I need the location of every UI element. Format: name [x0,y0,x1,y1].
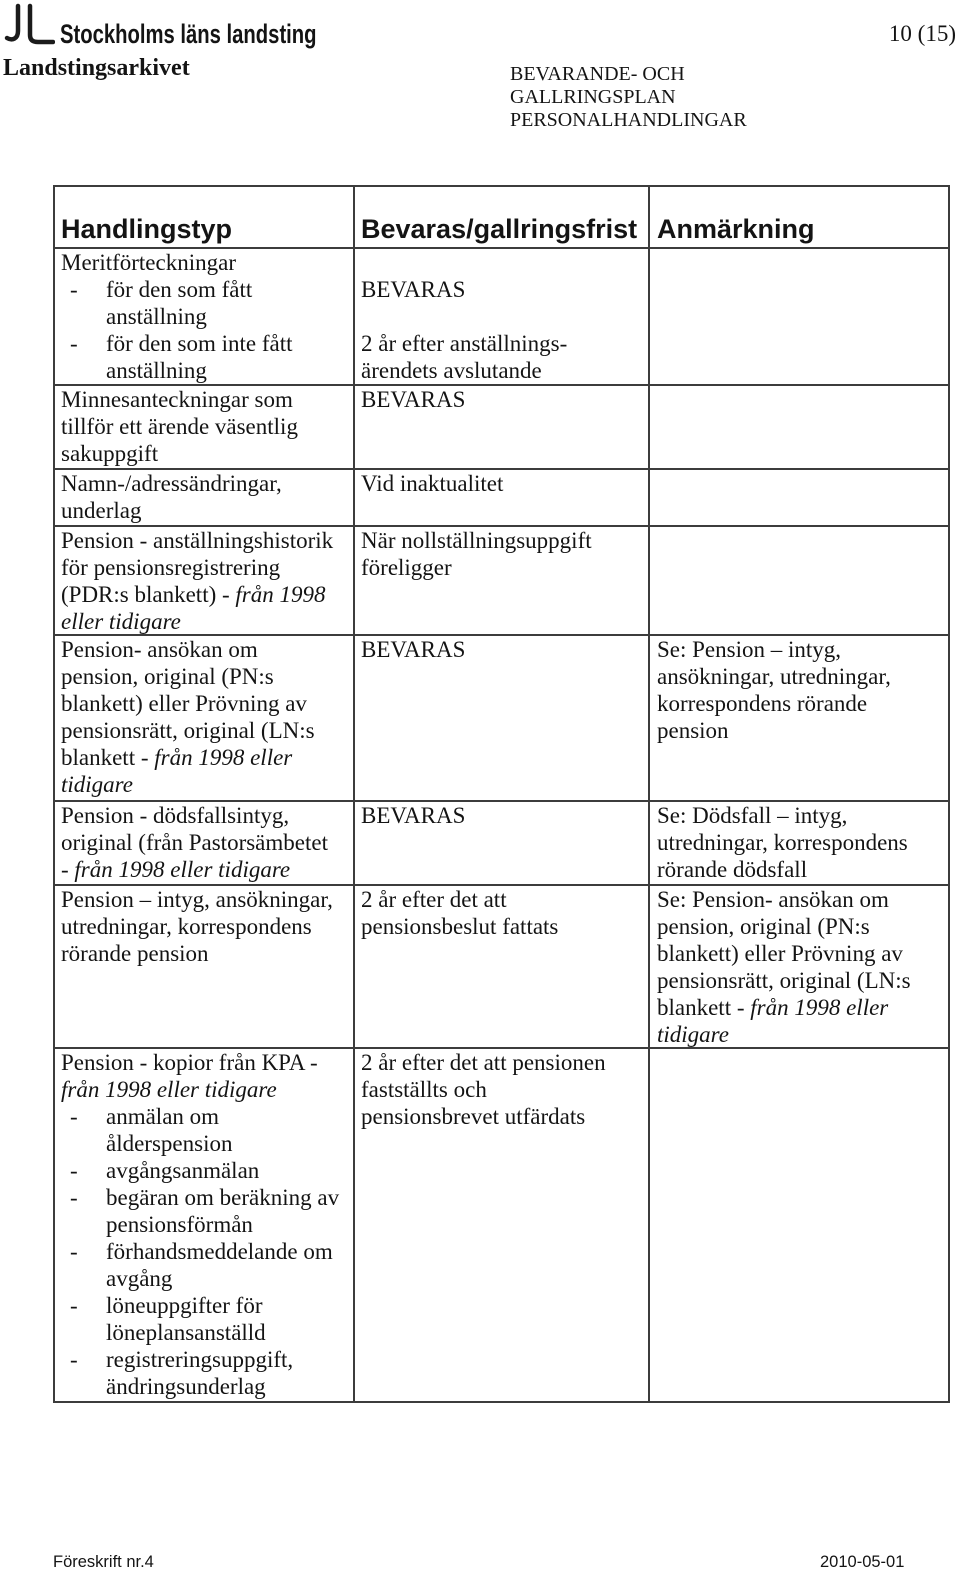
list-item [61,1238,347,1292]
italic-segment: från 1998 eller [750,995,889,1020]
cell-bevaras-gallringsfrist [353,470,648,525]
list-marker: - [70,1185,78,1210]
retention-plan-table [53,185,950,1403]
text-line: Se: Dödsfall – intyg, [657,803,848,828]
cell-handlingstyp [55,249,353,384]
text-line: pensionsrätt, original (LN:s [657,968,911,993]
cell-anmarkning [648,386,948,468]
footer-date: 2010-05-01 [820,1553,905,1571]
cell-handlingstyp [55,470,353,525]
column-header-bevaras-gallringsfrist: Bevaras/gallringsfrist [353,187,648,247]
italic-line: eller tidigare [61,609,181,634]
table-row [55,1047,948,1401]
organization-name: Stockholms läns landsting [60,19,317,49]
list-marker: - [70,331,78,356]
list-marker: - [70,1347,78,1372]
text-line [61,581,347,608]
cell-handlingstyp [55,886,353,1047]
text-line: Pension - dödsfallsintyg, [61,803,290,828]
text-line: Namn-/adressändringar, [61,471,282,496]
cell-anmarkning [648,636,948,800]
text-line: rörande dödsfall [657,857,808,882]
text-segment: blankett - [657,995,751,1020]
text-line: för pensionsregistrering [61,555,281,580]
text-line: utredningar, korrespondens [657,830,908,855]
text-line: BEVARAS [361,803,466,828]
text-line: ärendets avslutande [361,358,542,383]
text-line [657,994,942,1021]
cell-anmarkning [648,249,948,384]
cell-handlingstyp [55,802,353,884]
list-item [61,1292,347,1346]
list-item-line: ändringsunderlag [106,1374,266,1399]
footer-document-reference: Föreskrift nr.4 [53,1553,154,1571]
cell-anmarkning [648,527,948,634]
text-line: Pension – intyg, ansökningar, [61,887,333,912]
page-number: 10 (15) [888,21,956,46]
text-line: föreligger [361,555,452,580]
list-item-line: pensionsförmån [106,1212,253,1237]
cell-anmarkning [648,802,948,884]
table-row [55,525,948,634]
text-line [61,856,347,883]
text-line: Vid inaktualitet [361,471,504,496]
text-line: BEVARAS [361,637,466,662]
line-spacer [361,249,642,276]
text-line: underlag [61,498,142,523]
italic-line: tidigare [61,772,133,797]
list-item [61,1157,347,1184]
cell-handlingstyp [55,527,353,634]
cell-anmarkning [648,470,948,525]
text-line: sakuppgift [61,441,159,466]
text-line: Se: Pension – intyg, [657,637,842,662]
text-line: pensionsbrevet utfärdats [361,1104,586,1129]
text-line: korrespondens rörande [657,691,868,716]
cell-bevaras-gallringsfrist [353,527,648,634]
list-item-line: för den som inte fått [106,331,293,356]
list-marker: - [70,1239,78,1264]
text-segment: - [61,857,75,882]
text-line: Pension - anställningshistorik [61,528,334,553]
text-segment: (PDR:s blankett) - [61,582,236,607]
list-item-line: anställning [106,358,207,383]
table-row [55,247,948,384]
list-item-line: avgång [106,1266,173,1291]
document-type-heading: Meritförteckningar [61,250,236,275]
table-row [55,800,948,884]
cell-bevaras-gallringsfrist [353,249,648,384]
table-row [55,468,948,525]
cell-bevaras-gallringsfrist [353,886,648,1047]
text-line: BEVARAS [361,387,466,412]
text-line: rörande pension [61,941,209,966]
list-marker: - [70,1104,78,1129]
list-marker: - [70,277,78,302]
text-line: Minnesanteckningar som [61,387,293,412]
list-item-line: begäran om beräkning av [106,1185,340,1210]
text-line [61,744,347,771]
text-line: tillför ett ärende väsentlig [61,414,298,439]
text-line: fastställts och [361,1077,487,1102]
italic-line: tidigare [657,1022,729,1047]
text-line: ansökningar, utredningar, [657,664,891,689]
list-item [61,330,347,384]
list-item [61,1103,347,1157]
column-header-handlingstyp: Handlingstyp [61,214,233,244]
text-line: pensionsbeslut fattats [361,914,559,939]
department-name: Landstingsarkivet [3,55,190,81]
italic-line: från 1998 eller tidigare [61,1077,277,1102]
text-line: BEVARAS [361,277,466,302]
cell-bevaras-gallringsfrist [353,1049,648,1401]
list-item [61,1184,347,1238]
text-line: Pension- ansökan om [61,637,258,662]
list-item-line: för den som fått [106,277,253,302]
text-line: pension, original (PN:s [61,664,274,689]
list-marker: - [70,1158,78,1183]
column-header-anmarkning: Anmärkning [648,187,948,247]
document-title-line: BEVARANDE- OCH [510,63,685,85]
cell-handlingstyp [55,386,353,468]
list-item-line: löneuppgifter för [106,1293,263,1318]
cell-bevaras-gallringsfrist [353,386,648,468]
text-line: original (från Pastorsämbetet [61,830,328,855]
list-item-line: förhandsmeddelande om [106,1239,333,1264]
list-item [61,1346,347,1400]
text-line: utredningar, korrespondens [61,914,312,939]
document-title-line: GALLRINGSPLAN [510,86,676,108]
list-item-line: löneplansanställd [106,1320,266,1345]
list-item-line: anställning [106,304,207,329]
list-item-line: ålderspension [106,1131,233,1156]
text-line: pension, original (PN:s [657,914,870,939]
list-item-line: registreringsuppgift, [106,1347,294,1372]
table-row [55,884,948,1047]
text-line: blankett) eller Prövning av [61,691,307,716]
text-line: pension [657,718,729,743]
list-item-line: avgångsanmälan [106,1158,260,1183]
text-line: Se: Pension- ansökan om [657,887,889,912]
document-title-line: PERSONALHANDLINGAR [510,109,747,131]
italic-segment: från 1998 eller [154,745,293,770]
cell-handlingstyp [55,1049,353,1401]
document-type-heading: Pension - kopior från KPA - [61,1050,318,1075]
sll-logo-icon [3,3,55,45]
text-line: 2 år efter det att [361,887,507,912]
table-row [55,634,948,800]
cell-anmarkning [648,886,948,1047]
text-line: pensionsrätt, original (LN:s [61,718,315,743]
table-row [55,384,948,468]
text-line: 2 år efter det att pensionen [361,1050,606,1075]
document-title [510,63,747,132]
italic-segment: från 1998 [235,582,326,607]
cell-anmarkning [648,1049,948,1401]
text-line: När nollställningsuppgift [361,528,592,553]
cell-bevaras-gallringsfrist [353,636,648,800]
list-marker: - [70,1293,78,1318]
italic-segment: från 1998 eller tidigare [74,857,291,882]
line-spacer [361,303,642,330]
table-header-row [55,187,948,247]
list-item [61,276,347,330]
text-line: blankett) eller Prövning av [657,941,903,966]
text-segment: blankett - [61,745,155,770]
cell-handlingstyp [55,636,353,800]
text-line: 2 år efter anställnings- [361,331,568,356]
list-item-line: anmälan om [106,1104,220,1129]
cell-bevaras-gallringsfrist [353,802,648,884]
